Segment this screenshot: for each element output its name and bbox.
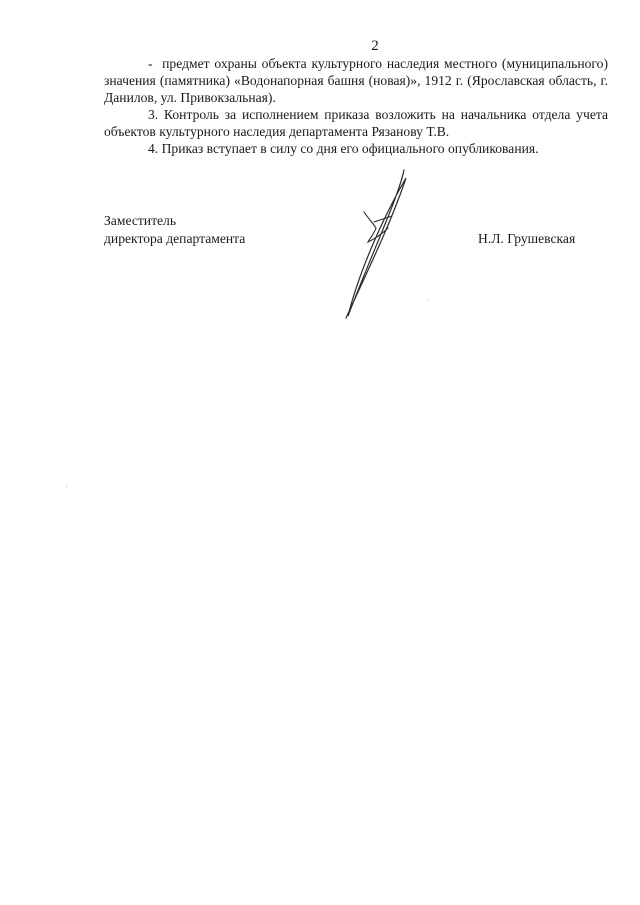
paragraph-protection-subject: - предмет охраны объекта культурного наследия местного (муниципального) значения (памятника) «Водонапорная башня (новая)», 1912 г. (Ярославская область, г. Данилов, ул. Привокзальная).	[104, 56, 608, 105]
paragraph-effective-date: 4. Приказ вступает в силу со дня его официального опубликования.	[148, 141, 539, 156]
page-number: 2	[371, 38, 379, 54]
paragraph-control: 3. Контроль за исполнением приказа возложить на начальника отдела учета объектов культурного наследия департамента Рязанову Т.В.	[104, 107, 608, 139]
scan-speck	[66, 486, 67, 487]
document-body	[104, 55, 608, 157]
signatory-name: Н.Л. Грушевская	[478, 231, 576, 246]
signatory-position	[104, 212, 245, 248]
position-line-2: директора департамента	[104, 231, 246, 246]
signature-stroke-main	[346, 170, 406, 318]
scan-speck	[428, 300, 429, 301]
handwritten-signature	[330, 168, 430, 320]
position-line-1: Заместитель	[104, 213, 177, 228]
